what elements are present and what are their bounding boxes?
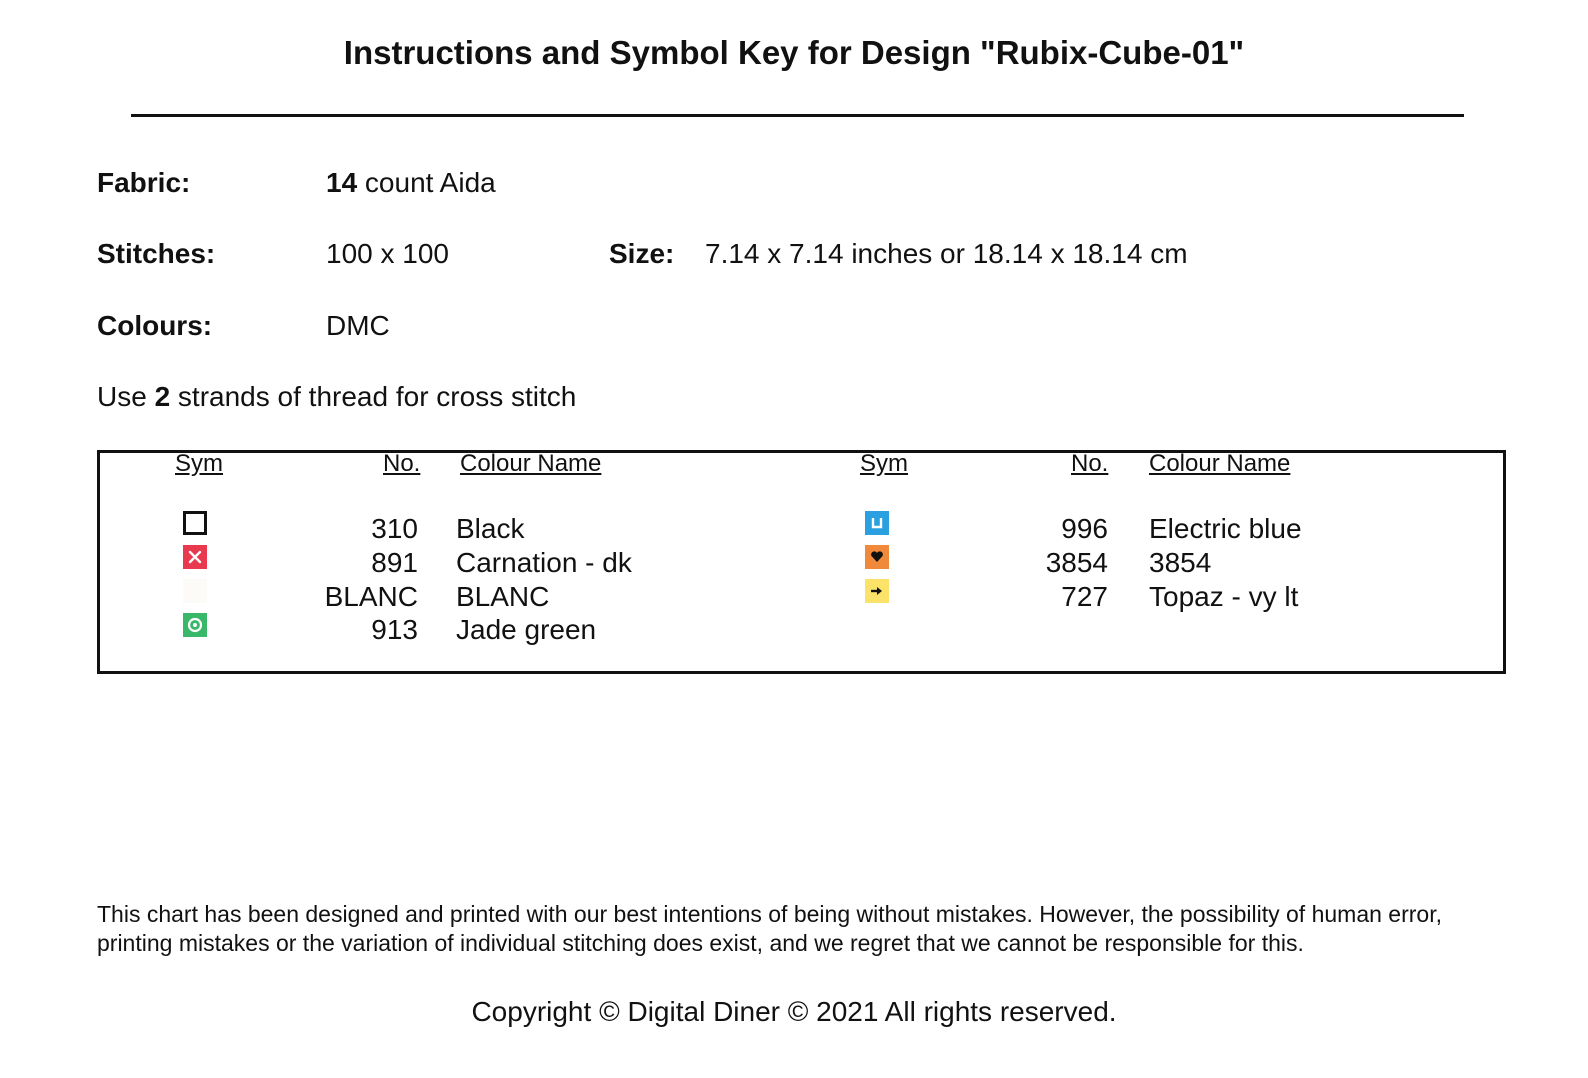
- thread-name: Electric blue: [1149, 513, 1302, 544]
- heart-icon: [865, 545, 889, 569]
- strands-note: [97, 381, 576, 413]
- blank-icon: [183, 579, 207, 603]
- colour-name-header-right: Colour Name: [1149, 450, 1291, 477]
- title-divider: [131, 114, 1464, 117]
- copyright-text: Copyright © Digital Diner © 2021 All rights reserved.: [471, 996, 1117, 1027]
- x-icon: [183, 545, 207, 569]
- page-title: Instructions and Symbol Key for Design "Rubix-Cube-01": [343, 34, 1245, 71]
- thread-name: 3854: [1149, 547, 1212, 578]
- thread-number: 727: [1061, 581, 1108, 612]
- thread-number: BLANC: [324, 581, 418, 612]
- thread-name: Black: [456, 513, 525, 544]
- fabric-count: 14: [326, 167, 358, 198]
- fabric-type: count Aida: [357, 167, 496, 198]
- thread-name: Jade green: [456, 614, 597, 645]
- stitches-label: Stitches:: [97, 238, 216, 269]
- no-header-right: No.: [1071, 450, 1109, 477]
- no-header-left: No.: [383, 450, 421, 477]
- strands-pre: Use: [97, 381, 155, 412]
- thread-name: Carnation - dk: [456, 547, 632, 578]
- strands-count: 2: [154, 381, 171, 412]
- thread-number: 310: [371, 513, 418, 544]
- arrow-right-icon: [865, 579, 889, 603]
- sym-header-right: Sym: [860, 450, 908, 477]
- thread-number: 3854: [1045, 547, 1108, 578]
- fabric-label: Fabric:: [97, 167, 191, 198]
- thread-number: 891: [371, 547, 418, 578]
- hollow-square-icon: [183, 511, 207, 535]
- thread-number: 996: [1061, 513, 1108, 544]
- ring-dot-icon: [183, 613, 207, 637]
- size-value: 7.14 x 7.14 inches or 18.14 x 18.14 cm: [705, 238, 1188, 269]
- stitches-value: 100 x 100: [326, 238, 449, 269]
- thread-number: 913: [371, 614, 418, 645]
- disclaimer-text: This chart has been designed and printed with our best intentions of being without mistakes. However, the possibility of human error, printing mistakes or the variation of individual stitching does exist, and we regret that we cannot be responsible for this.: [97, 901, 1442, 956]
- thread-name: Topaz - vy lt: [1149, 581, 1299, 612]
- strands-post: strands of thread for cross stitch: [170, 381, 577, 412]
- size-label: Size:: [609, 238, 675, 269]
- fabric-value: [326, 167, 496, 199]
- colours-label: Colours:: [97, 310, 213, 341]
- colour-name-header-left: Colour Name: [460, 450, 602, 477]
- colours-value: DMC: [326, 310, 390, 341]
- thread-name: BLANC: [456, 581, 550, 612]
- sym-header-left: Sym: [175, 450, 223, 477]
- u-icon: [865, 511, 889, 535]
